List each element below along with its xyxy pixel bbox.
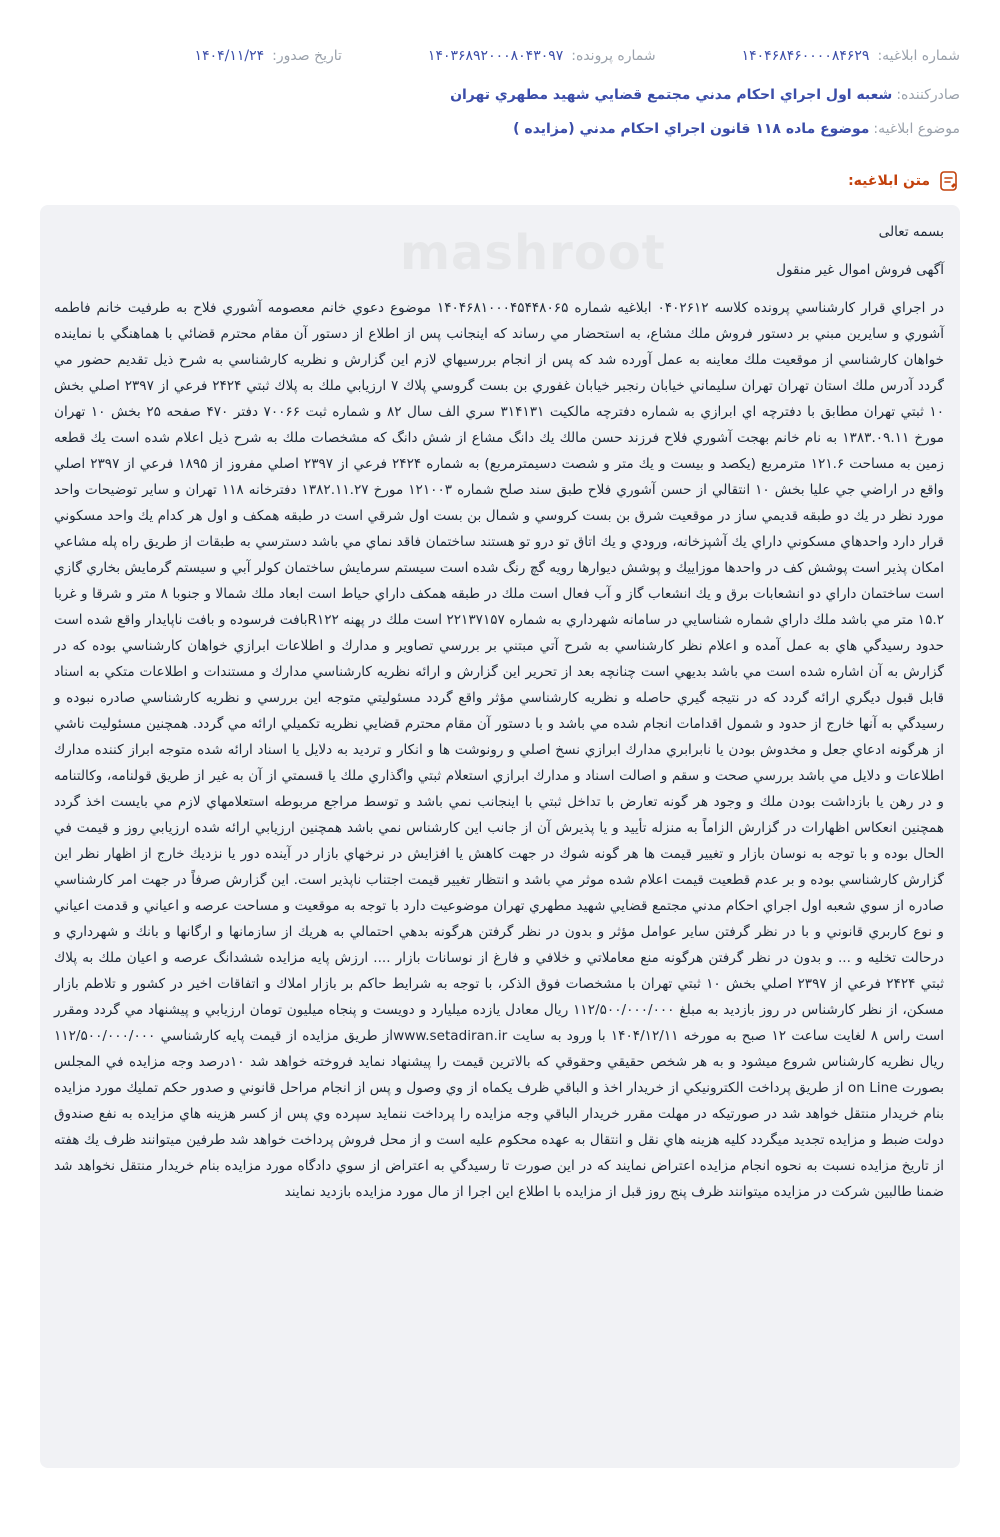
subject-line xyxy=(40,121,960,137)
issue-date xyxy=(195,48,342,64)
issue-date-value: ۱۴۰۴/۱۱/۲۴ xyxy=(194,48,265,64)
case-number-value: ۱۴۰۳۶۸۹۲۰۰۰۸۰۴۳۰۹۷ xyxy=(427,48,564,64)
body-paragraph-main: در اجراي قرار كارشناسي پرونده كلاسه ۰۴۰۲۶۱۲ ابلاغيه شماره ۱۴۰۴۶۸۱۰۰۰۴۵۴۴۸۰۶۵ موضوع دعوي خانم معصومه آشوري فلاح به طرفيت خانم فاطمه آشوري و سايرين مبني بر دستور فروش ملك مشاع، به استحضار مي رساند كه اينجانب پس از اطلاع از دستور آن مقام محترم قضائي با هماهنگي با نماينده خواهان كارشناسي از موقعيت ملك معاينه به عمل آورده شد كه پس از انجام بررسيهاي لازم اين گزارش و نظريه كارشناسي به شرح ذيل تقديم حضور مي گردد آدرس ملك استان تهران تهران سليماني خيابان رنجبر خيابان غفوري بن بست گروسي پلاك ۷ ارزيابي ملك به پلاك ثبتي ۲۴۲۴ فرعي از ۲۳۹۷ اصلي بخش ۱۰ ثبتي تهران مطابق با دفترچه اي ابرازي به شماره دفترچه مالكيت ۳۱۴۱۳۱ سري الف سال ۸۲ و شماره ثبت ۷۰۰۶۶ دفتر ۴۷۰ صفحه ۲۵ بخش ۱۰ تهران مورخ ۱۳۸۳.۰۹.۱۱ به نام خانم بهجت آشوري فلاح فرزند حسن مالك يك دانگ مشاع از شش دانگ كه مشخصات ملك به شرح ذيل اعلام شده است يك قطعه زمين به مساحت ۱۲۱.۶ مترمربع (يكصد و بيست و يك متر و شصت دسيمترمربع) به شماره ۲۴۲۴ فرعي از ۲۳۹۷ اصلي مفروز از ۱۸۹۵ فرعي از ۲۳۹۷ اصلي واقع در اراضي جي عليا بخش ۱۰ انتقالي از حسن آشوري فلاح طبق سند صلح شماره ۱۲۱۰۰۳ مورخ ۱۳۸۲.۱۱.۲۷ دفترخانه ۱۱۸ تهران و ساير توضيحات واحد مورد نظر در يك دو طبقه قديمي ساز در موقعيت شرق بن بست كروسي و شمال بن بست اول شرقي است در طبقه همكف و اول هر كدام يك واحد مسكوني قرار دارد واحدهاي مسكوني داراي يك آشپزخانه، ورودي و يك اتاق تو درو تو هستند ساختمان فاقد نماي مي باشد دسترسي به طبقات از طريق راه پله مشاعي امكان پذير است پوشش كف در واحدها موزاييك و پوشش ديوارها رويه گچ رنگ شده است سيستم سرمايش ساختمان كولر آبي و سيستم گرمايش بخاري گازي است ساختمان داراي دو انشعابات برق و يك انشعاب گاز و آب فعال است ملك در طبقه همكف داراي حياط است ابعاد ملك شمالا و جنوبا ۸ متر و شرقا و غربا ۱۵.۲ متر مي باشد ملك داراي شماره شناسايي در سامانه شهرداري به شماره ۲۲۱۳۷۱۵۷ است ملك در پهنه R۱۲۲بافت فرسوده و بافت ناپايدار واقع شده است حدود رسيدگي هاي به عمل آمده و اعلام نظر كارشناسي به شرح آتي مبتني بر بررسي تصاوير و مدارك و اطلاعات ابرازي خواهان كارشناسي بوده كه در گزارش به آن اشاره شده است مي باشد بديهي است چنانچه بعد از تحرير اين گزارش و ارائه نظريه كارشناسي مدارك و مستندات و اطلاعات متكي به اسناد قابل قبول ديگري ارائه گردد كه در نتيجه گيري حاصله و نظريه كارشناسي مؤثر واقع گردد مسئوليتي متوجه اين بررسي و نظريه كارشناسي صادره نبوده و رسيدگي به آنها خارج از حدود و شمول اقدامات انجام شده مي باشد و با دستور آن مقام محترم قضايي نظريه تكميلي ارائه مي گردد. همچنين مسئوليت ناشي از هرگونه ادعاي جعل و مخدوش بودن يا نابرابري مدارك ابرازي نسخ اصلي و رونوشت ها و انكار و ترديد به دلايل يا اسناد ارائه شده متوجه ابراز كننده مدارك اطلاعات و دلايل مي باشد بررسي صحت و سقم و اصالت اسناد و مدارك ابرازي استعلام ثبتي واگذاري ملك يا قسمتي از آن به غير از طريق قولنامه، وكالتنامه و در رهن يا بازداشت بودن ملك و وجود هر گونه تعارض با تداخل ثبتي با اينجانب نمي باشد و توسط مراجع مربوطه استعلامهاي لازم مي بايست اخذ گردد همچنين انعكاس اظهارات در گزارش الزاماً به منزله تأييد و يا پذيرش آن از جانب اين كارشناس نمي باشد همچنين ارزيابي ارائه شده ارزيابي روز و قيمت في الحال بوده و با توجه به نوسان بازار و تغيير قيمت ها هر گونه شوك در جهت كاهش يا افزايش در نرخهاي بازار در آينده دور يا نزديك خارج از اظهار نظر اين گزارش كارشناسي بوده و بر عدم قطعيت قيمت اعلام شده موثر مي باشد و انتظار تغيير قيمت اجتناب ناپذير است. اين گزارش صرفاً در جهت امر كارشناسي صادره از سوي شعبه اول اجراي احكام مدني مجتمع قضايي شهيد مطهري تهران موضوعيت دارد با توجه به موقعيت و مساحت عرصه و اعياني و قدمت اعياني و نوع كاربري قانوني و با در نظر گرفتن ساير عوامل مؤثر و بدون در نظر گرفتن هرگونه بدهي احتمالي به هريك از سازمانها و ارگانها و بانك و شهرداري و درحالت تخليه و ... و بدون در نظر گرفتن هرگونه منع معاملاتي و خلافي و فارغ از نوسانات بازار .... ارزش پايه مزايده ششدانگ عرصه و اعيان ملك به پلاك ثبتي ۲۴۲۴ فرعي از ۲۳۹۷ اصلي بخش ۱۰ ثبتي تهران با مشخصات فوق الذكر، با توجه به شرايط حاكم بر بازار املاك و اتفاقات اخير در كشور و تلاطم بازار مسكن، از نظر كارشناس در روز بازديد به مبلغ ۱۱۲/۵۰۰/۰۰۰/۰۰۰ ريال معادل يازده ميليارد و دويست و پنجاه ميليون تومان ارزيابي و پيشنهاد مي گردد ومقرر است راس ۸ لغايت ساعت ۱۲ صبح به مورخه ۱۴۰۴/۱۲/۱۱ با ورود به سايت www.setadiran.irاز طريق مزايده از قيمت پايه كارشناسي ۱۱۲/۵۰۰/۰۰۰/۰۰۰ ريال نظريه كارشناس شروع ميشود و به هر شخص حقيقي وحقوقي كه بالاترين قيمت را پيشنهاد نمايد فروخته خواهد شد ۱۰درصد وجه مزايده في المجلس بصورت on Line از طريق پرداخت الكترونيكي از خريدار اخذ و الباقي ظرف يكماه از وي وصول و پس از انجام مراحل قانوني و صدور حكم تمليك مورد مزايده بنام خريدار منتقل خواهد شد در صورتيكه در مهلت مقرر خريدار الباقي وجه مزايده را پرداخت ننمايد سپرده وي پس از كسر هزينه هاي مزايده به نفع صندوق دولت ضبط و مزايده تجديد ميگردد كليه هزينه هاي نقل و انتقال به عهده محكوم عليه است و از محل فروش پرداخت خواهد شد طرفين ميتوانند ظرف يك هفته از تاريخ مزايده نسبت به نحوه انجام مزايده اعتراض نمايند كه در اين صورت تا رسيدگي به اعتراض از سوي دادگاه مورد مزايده بنام خريدار منتقل نخواهد شد ضمنا طالبين شركت در مزايده ميتوانند ظرف پنج روز قبل از مزايده با اطلاع اين اجرا از مال مورد مزايده بازديد نمايند xyxy=(54,300,945,1200)
body-paragraph-salutation: بسمه تعالی xyxy=(878,224,944,240)
notice-body xyxy=(54,219,944,1217)
watermark-logo: mashroot xyxy=(400,225,666,281)
issuer-label: صادرکننده: xyxy=(896,87,960,103)
header-meta-row xyxy=(40,48,960,64)
section-heading xyxy=(848,170,960,192)
notice-number xyxy=(742,48,960,64)
subject-value: موضوع ماده ۱۱۸ قانون اجراي احكام مدني (مزايده ) xyxy=(513,121,870,137)
section-title: متن ابلاغیه: xyxy=(848,173,930,189)
issuer-value: شعبه اول اجراي احکام مدني مجتمع قضايي شهيد مطهري تهران xyxy=(450,87,893,103)
notice-body-box xyxy=(40,205,960,1468)
issuer-line xyxy=(40,87,960,103)
body-paragraph-title: آگهی فروش اموال غیر منقول xyxy=(776,262,944,278)
document-icon xyxy=(938,170,960,192)
notice-number-label: شماره ابلاغیه: xyxy=(877,48,960,64)
issue-date-label: تاریخ صدور: xyxy=(272,48,342,64)
notice-number-value: ۱۴۰۴۶۸۴۶۰۰۰۰۸۴۶۲۹ xyxy=(741,48,870,64)
case-number-label: شماره پرونده: xyxy=(571,48,656,64)
subject-label: موضوع ابلاغیه: xyxy=(873,121,960,137)
case-number xyxy=(428,48,656,64)
